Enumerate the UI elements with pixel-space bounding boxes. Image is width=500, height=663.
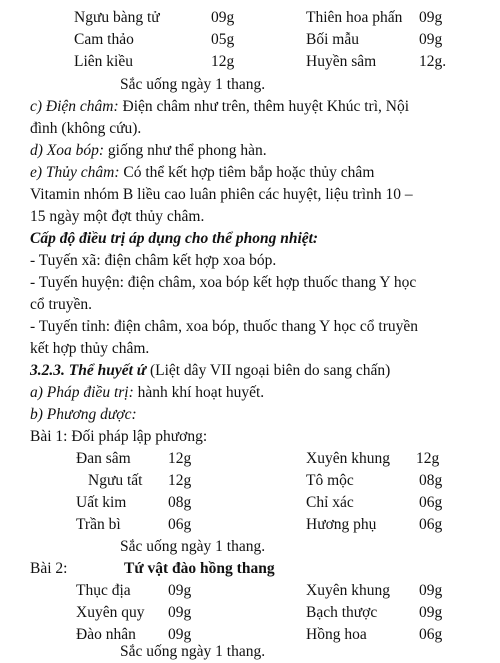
decoction-instruction: Sắc uống ngày 1 thang. (120, 538, 266, 555)
herb-name: Hồng hoa (306, 626, 367, 643)
herb-dose: 06g (168, 516, 192, 533)
herb-name: Ngưu bàng tử (74, 9, 160, 26)
herb-name: Ngưu tất (88, 472, 143, 489)
herb-dose: 12g (168, 450, 192, 467)
item-label: a) Pháp điều trị: (30, 384, 134, 401)
paragraph-e (30, 163, 486, 183)
subsection-note: (Liệt dây VII ngoại biên do sang chấn) (146, 362, 391, 379)
herb-dose: 06g (419, 626, 443, 643)
subsection-heading (30, 361, 486, 381)
list-item-cont: kết hợp thủy châm. (30, 340, 150, 357)
list-item: - Tuyến tỉnh: điện châm, xoa bóp, thuốc thang Y học cổ truyền (30, 318, 419, 335)
paragraph-e-cont: 15 ngày một đợt thủy châm. (30, 208, 205, 225)
herb-dose: 09g (168, 626, 192, 643)
herb-dose: 09g (168, 582, 192, 599)
herb-dose: 09g (419, 9, 443, 26)
recipe-1-heading: Bài 1: Đối pháp lập phương: (30, 428, 208, 445)
recipe-2-title: Tứ vật đào hồng thang (124, 560, 275, 577)
list-item-cont: cổ truyền. (30, 296, 92, 313)
herb-dose: 08g (168, 494, 192, 511)
herb-name: Liên kiều (74, 53, 133, 70)
herb-name: Bối mẫu (306, 31, 359, 48)
item-text: Điện châm như trên, thêm huyệt Khúc trì, Nội (118, 98, 410, 115)
herb-name: Cam thảo (74, 31, 134, 48)
herb-name: Đan sâm (76, 450, 131, 467)
herb-name: Xuyên quy (76, 604, 145, 621)
herb-name: Uất kim (76, 494, 127, 511)
herb-dose: 09g (211, 9, 235, 26)
herb-dose: 09g (419, 604, 443, 621)
herb-dose: 05g (211, 31, 235, 48)
herb-dose: 09g (419, 31, 443, 48)
herb-name: Xuyên khung (306, 582, 390, 599)
herb-name: Bạch thược (306, 604, 378, 621)
herb-dose: 09g (419, 582, 443, 599)
item-text: giống như thể phong hàn. (104, 142, 267, 159)
paragraph-c (30, 97, 486, 117)
paragraph-c-cont: đình (không cứu). (30, 120, 142, 137)
herb-dose: 12g (211, 53, 235, 70)
herb-name: Thục địa (76, 582, 131, 599)
herb-name: Trần bì (76, 516, 121, 533)
item-label: d) Xoa bóp: (30, 142, 105, 159)
subsection-number: 3.2.3. Thể huyết ứ (30, 362, 147, 379)
paragraph-b: b) Phương dược: (30, 406, 137, 423)
herb-dose: 12g (416, 450, 440, 467)
herb-name: Huyền sâm (306, 53, 377, 70)
herb-dose: 06g (419, 516, 443, 533)
item-text: Có thể kết hợp tiêm bắp hoặc thủy châm (119, 164, 375, 181)
herb-name: Hương phụ (306, 516, 377, 533)
paragraph-a (30, 383, 486, 403)
paragraph-d (30, 141, 486, 161)
paragraph-e-cont: Vitamin nhóm B liều cao luân phiên các huyệt, liệu trình 10 – (30, 186, 413, 203)
list-item: - Tuyến huyện: điện châm, xoa bóp kết hợp thuốc thang Y học (30, 274, 417, 291)
recipe-2-label: Bài 2: (30, 560, 68, 577)
list-item: - Tuyến xã: điện châm kết hợp xoa bóp. (30, 252, 277, 269)
herb-dose: 06g (419, 494, 443, 511)
herb-dose: 09g (168, 604, 192, 621)
item-label: e) Thủy châm: (30, 164, 120, 181)
section-heading: Cấp độ điều trị áp dụng cho thể phong nhiệt: (30, 230, 319, 247)
herb-dose: 12g. (419, 53, 447, 70)
herb-name: Thiên hoa phấn (306, 9, 403, 26)
herb-name: Đào nhân (76, 626, 136, 643)
herb-name: Chỉ xác (306, 494, 354, 511)
herb-name: Tô mộc (306, 472, 354, 489)
herb-dose: 12g (168, 472, 192, 489)
decoction-instruction: Sắc uống ngày 1 thang. (120, 643, 266, 660)
herb-dose: 08g (419, 472, 443, 489)
item-text: hành khí hoạt huyết. (133, 384, 265, 401)
herb-name: Xuyên khung (306, 450, 390, 467)
decoction-instruction: Sắc uống ngày 1 thang. (120, 76, 266, 93)
item-label: c) Điện châm: (30, 98, 119, 115)
